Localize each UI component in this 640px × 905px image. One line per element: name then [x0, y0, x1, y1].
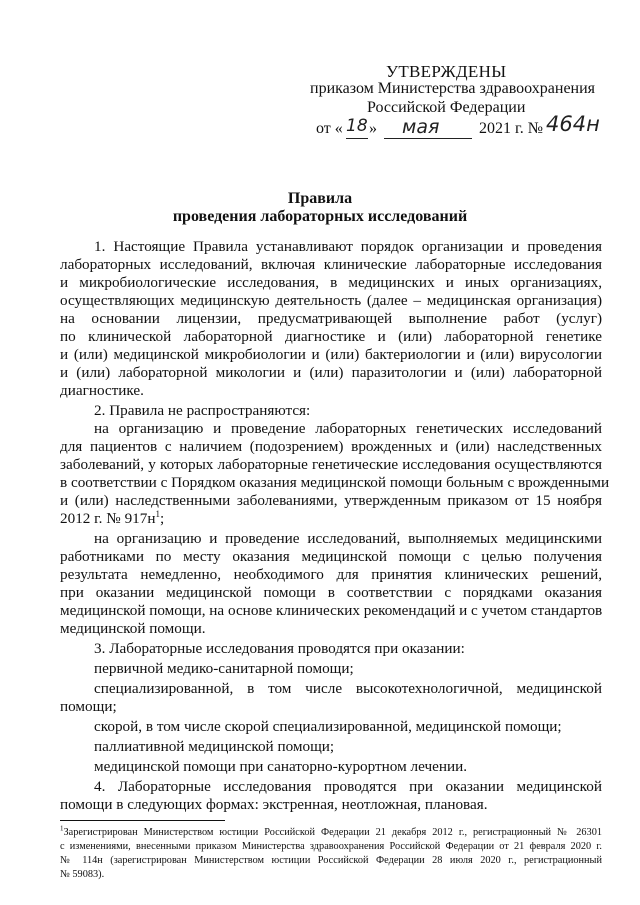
day-underline	[346, 138, 368, 139]
body-line: и (или) лабораторной микологии и (или) паразитологии и (или) лабораторной	[60, 364, 602, 381]
body-line: для пациентов с наличием (подозрением) врожденных и (или) наследственных	[60, 438, 602, 455]
body-line: диагностике.	[60, 382, 144, 399]
body-line: на организацию и проведение исследований, выполняемых медицинскими	[94, 530, 602, 547]
body-line: осуществляющих медицинскую деятельность (далее – медицинская организация)	[60, 292, 602, 309]
body-line: первичной медико-санитарной помощи;	[94, 660, 354, 677]
body-line: и (или) наследственными заболеваниями, утвержденным приказом от 15 ноября	[60, 492, 602, 509]
footnote-marker: 1	[60, 824, 64, 833]
body-line: паллиативной медицинской помощи;	[94, 738, 335, 755]
body-line-with-footnote	[60, 510, 602, 528]
body-line-text: 2012 г. № 917н	[60, 510, 156, 527]
body-line: на организацию и проведение лабораторных генетических исследований	[94, 420, 602, 437]
body-line: по клинической лабораторной диагностике и (или) лабораторной генетике	[60, 328, 602, 345]
body-line: лабораторных исследований, включая клинические лабораторные исследования	[60, 256, 602, 273]
approval-date-line	[316, 112, 606, 142]
body-line: при оказании медицинской помощи в соответствии с порядками оказания	[60, 584, 602, 601]
footnote-line: $^1$Зарегистрирован Министерством юстиции Российской Федерации 21 декабря 2012 г., регистрационный № 26301	[60, 824, 602, 838]
body-line: помощи в следующих формах: экстренная, неотложная, плановая.	[60, 796, 488, 813]
body-line: скорой, в том числе скорой специализированной, медицинской помощи;	[94, 718, 562, 735]
month-underline	[384, 138, 472, 139]
footnote-line: с изменениями, внесенными приказом Министерства здравоохранения Российской Федерации от 21 февраля 2020 г.	[60, 841, 602, 852]
handwritten-month: мая	[402, 116, 440, 138]
body-line: помощи;	[60, 698, 117, 715]
body-line: 3. Лабораторные исследования проводятся при оказании:	[94, 640, 465, 657]
footnote-line: № 59083).	[60, 869, 105, 880]
body-line: в соответствии с Порядком оказания медицинской помощи больным с врожденными	[60, 474, 610, 491]
footnote-ref: 1	[155, 508, 160, 519]
date-year: 2021 г. №	[479, 120, 544, 137]
body-line: медицинской помощи при санаторно-курортном лечении.	[94, 758, 468, 775]
approval-country-line: Российской Федерации	[367, 99, 526, 116]
handwritten-number: 464н	[546, 112, 600, 136]
body-line: на основании лицензии, предусматривающей выполнение работ (услуг)	[60, 310, 602, 327]
document-subtitle: проведения лабораторных исследований	[172, 208, 468, 225]
body-line: медицинской помощи.	[60, 620, 206, 637]
body-line: и микробиологические исследования, в медицинских и иных организациях,	[60, 274, 602, 291]
approval-heading: УТВЕРЖДЕНЫ	[386, 62, 507, 81]
body-line: 2. Правила не распространяются:	[94, 402, 311, 419]
body-line-suffix: ;	[159, 510, 165, 527]
footnote-separator	[60, 820, 225, 821]
body-line: специализированной, в том числе высокотехнологичной, медицинской	[94, 680, 602, 697]
date-prefix: от «	[316, 120, 343, 137]
footnote-line: № 114н (зарегистрирован Министерством юстиции Российской Федерации 28 июля 2020 г., регистрационный	[60, 855, 602, 866]
body-line: 4. Лабораторные исследования проводятся при оказании медицинской	[94, 778, 602, 795]
body-line: заболеваний, у которых лабораторные генетические исследования осуществляются	[60, 456, 602, 473]
body-line: результата немедленно, необходимого для принятия клинических решений,	[60, 566, 602, 583]
document-title: Правила	[287, 190, 353, 207]
body-line: и (или) медицинской микробиологии и (или) бактериологии и (или) вирусологии	[60, 346, 602, 363]
body-line: медицинской помощи, на основе клинических рекомендаций и с учетом стандартов	[60, 602, 603, 619]
body-line: работниками по месту оказания медицинской помощи с целью получения	[60, 548, 602, 565]
handwritten-day: 18	[346, 116, 368, 136]
date-mid: »	[369, 120, 377, 137]
approval-order-line: приказом Министерства здравоохранения	[310, 80, 596, 97]
body-line: 1. Настоящие Правила устанавливают порядок организации и проведения	[94, 238, 602, 255]
